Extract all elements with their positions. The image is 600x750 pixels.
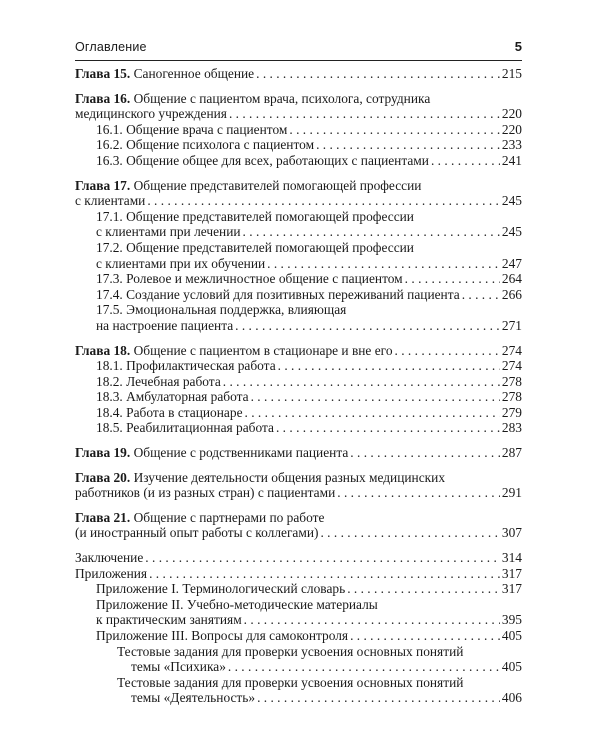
- chapter-label: Глава 15.: [75, 66, 131, 81]
- leader-dots: [228, 659, 500, 675]
- appendix-title: Приложение I. Терминологический словарь: [96, 581, 346, 597]
- section-title-line2: с клиентами при их обучении: [96, 255, 266, 271]
- chapter-title-line1: Общение представителей помогающей профессии: [133, 177, 422, 193]
- toc-appendix-1[interactable]: [75, 581, 522, 597]
- toc-chapter-20[interactable]: [75, 470, 522, 501]
- page-ref: 314: [501, 550, 522, 566]
- page-ref: 247: [501, 255, 522, 271]
- leader-dots: [229, 106, 500, 122]
- leader-dots: [405, 271, 500, 287]
- chapter-title-line1: Общение с партнерами по работе: [133, 509, 325, 525]
- page-ref: 241: [501, 152, 522, 168]
- leader-dots: [347, 581, 500, 597]
- page-ref: 220: [501, 106, 522, 122]
- page-ref: 274: [501, 342, 522, 358]
- toc-chapter-18[interactable]: [75, 343, 522, 359]
- chapter-title: Общение с родственниками пациента: [133, 445, 349, 461]
- conclusion-title: Заключение: [75, 550, 144, 566]
- test-title-line1: Тестовые задания для проверки усвоения основных понятий: [117, 643, 464, 659]
- running-header: [75, 40, 522, 58]
- toc-appendix-3[interactable]: [75, 628, 522, 644]
- leader-dots: [276, 420, 500, 436]
- chapter-title: Саногенное общение: [133, 66, 255, 81]
- section-title: 16.2. Общение психолога с пациентом: [96, 137, 315, 153]
- leader-dots: [278, 358, 500, 374]
- leader-dots: [243, 224, 500, 240]
- appendix-title-line2: к практическим занятиям: [96, 612, 242, 628]
- page-ref: 317: [501, 581, 522, 597]
- appendix-title: Приложение III. Вопросы для самоконтроля: [96, 628, 349, 643]
- page-ref: 406: [501, 690, 522, 706]
- page-ref: 405: [501, 628, 522, 643]
- leader-dots: [431, 153, 500, 169]
- chapter-title-line1: Общение с пациентом врача, психолога, сотрудника: [133, 90, 431, 106]
- toc-section-16-2[interactable]: [75, 137, 522, 153]
- leader-dots: [267, 256, 500, 272]
- leader-dots: [145, 550, 500, 566]
- leader-dots: [235, 318, 500, 334]
- chapter-title-line2: с клиентами: [75, 193, 146, 209]
- toc-section-17-4[interactable]: [75, 287, 522, 303]
- appendices-title: Приложения: [75, 565, 148, 581]
- leader-dots: [337, 485, 500, 501]
- chapter-label: Глава 17.: [75, 177, 131, 193]
- page-ref: 245: [501, 193, 522, 209]
- leader-dots: [320, 525, 499, 541]
- chapter-title-line1: Изучение деятельности общения разных медицинских: [133, 469, 446, 485]
- section-title-line1: 17.1. Общение представителей помогающей профессии: [96, 208, 414, 224]
- leader-dots: [395, 343, 500, 359]
- leader-dots: [316, 137, 500, 153]
- toc-section-16-1[interactable]: [75, 122, 522, 138]
- page-number: 5: [514, 39, 522, 54]
- toc-chapter-21[interactable]: [75, 510, 522, 541]
- running-header-title: Оглавление: [75, 40, 147, 54]
- section-title-line2: с клиентами при лечении: [96, 224, 241, 240]
- section-title-line2: на настроение пациента: [96, 317, 234, 333]
- toc-section-18-1[interactable]: [75, 358, 522, 374]
- chapter-label: Глава 16.: [75, 90, 131, 106]
- section-title: 18.1. Профилактическая работа: [96, 358, 276, 374]
- appendix-title-line1: Приложение II. Учебно-методические материалы: [96, 596, 378, 612]
- toc-chapter-17[interactable]: [75, 178, 522, 209]
- toc-chapter-15[interactable]: [75, 66, 522, 82]
- chapter-title-line2: медицинского учреждения: [75, 106, 227, 122]
- chapter-label: Глава 18.: [75, 342, 131, 358]
- section-title: 17.3. Ролевое и межличностное общение с пациентом: [96, 271, 403, 287]
- page-ref: 271: [501, 317, 522, 333]
- leader-dots: [350, 445, 500, 461]
- toc-section-17-5[interactable]: [75, 302, 522, 333]
- toc-section-18-3[interactable]: [75, 389, 522, 405]
- toc-section-17-1[interactable]: [75, 209, 522, 240]
- table-of-contents: [75, 66, 522, 706]
- toc-chapter-19[interactable]: [75, 445, 522, 461]
- page-ref: 215: [501, 66, 522, 81]
- chapter-label: Глава 21.: [75, 509, 131, 525]
- chapter-title-line2: работников (и из разных стран) с пациентами: [75, 485, 336, 501]
- chapter-title: Общение с пациентом в стационаре и вне его: [133, 342, 393, 358]
- toc-section-18-5[interactable]: [75, 420, 522, 436]
- leader-dots: [245, 405, 500, 421]
- chapter-label: Глава 20.: [75, 469, 131, 485]
- toc-appendix-3-test-1[interactable]: [75, 644, 522, 675]
- page-ref: 405: [501, 659, 522, 675]
- leader-dots: [289, 122, 500, 138]
- section-title: 18.4. Работа в стационаре: [96, 404, 243, 420]
- section-title: 18.2. Лечебная работа: [96, 373, 221, 389]
- page-ref: 395: [501, 612, 522, 628]
- toc-appendix-2[interactable]: [75, 597, 522, 628]
- toc-section-17-2[interactable]: [75, 240, 522, 271]
- page-ref: 233: [501, 137, 522, 153]
- page-ref: 220: [501, 121, 522, 137]
- toc-appendix-3-test-2[interactable]: [75, 675, 522, 706]
- page-ref: 278: [501, 373, 522, 389]
- leader-dots: [462, 287, 500, 303]
- page-ref: 307: [501, 525, 522, 541]
- leader-dots: [256, 66, 500, 82]
- toc-section-18-4[interactable]: [75, 405, 522, 421]
- leader-dots: [251, 389, 500, 405]
- toc-appendices[interactable]: [75, 566, 522, 582]
- leader-dots: [147, 193, 500, 209]
- page-ref: 317: [501, 565, 522, 581]
- leader-dots: [149, 566, 500, 582]
- page-ref: 279: [501, 404, 522, 420]
- test-title-line1: Тестовые задания для проверки усвоения основных понятий: [117, 674, 464, 690]
- section-title: 18.5. Реабилитационная работа: [96, 420, 274, 436]
- page-ref: 283: [501, 420, 522, 436]
- toc-section-17-3[interactable]: [75, 271, 522, 287]
- test-title-line2: темы «Деятельность»: [131, 690, 256, 706]
- section-title: 18.3. Амбулаторная работа: [96, 389, 249, 405]
- toc-chapter-16[interactable]: [75, 91, 522, 122]
- leader-dots: [350, 628, 500, 644]
- page-ref: 264: [501, 271, 522, 287]
- section-title: 16.3. Общение общее для всех, работающих с пациентами: [96, 152, 429, 168]
- page-ref: 287: [501, 445, 522, 461]
- section-title-line1: 17.2. Общение представителей помогающей профессии: [96, 239, 414, 255]
- page-ref: 274: [501, 358, 522, 374]
- chapter-label: Глава 19.: [75, 445, 131, 461]
- toc-section-18-2[interactable]: [75, 374, 522, 390]
- test-title-line2: темы «Психика»: [131, 659, 226, 675]
- section-title: 17.4. Создание условий для позитивных переживаний пациента: [96, 286, 460, 302]
- leader-dots: [257, 690, 500, 706]
- section-title-line1: 17.5. Эмоциональная поддержка, влияющая: [96, 302, 347, 318]
- page-ref: 278: [501, 389, 522, 405]
- leader-dots: [244, 612, 500, 628]
- page-ref: 266: [501, 286, 522, 302]
- page-ref: 245: [501, 224, 522, 240]
- leader-dots: [223, 374, 500, 390]
- toc-conclusion[interactable]: [75, 550, 522, 566]
- section-title: 16.1. Общение врача с пациентом: [96, 121, 288, 137]
- toc-section-16-3[interactable]: [75, 153, 522, 169]
- header-rule: [75, 60, 522, 61]
- chapter-title-line2: (и иностранный опыт работы с коллегами): [75, 525, 319, 541]
- page-ref: 291: [501, 485, 522, 501]
